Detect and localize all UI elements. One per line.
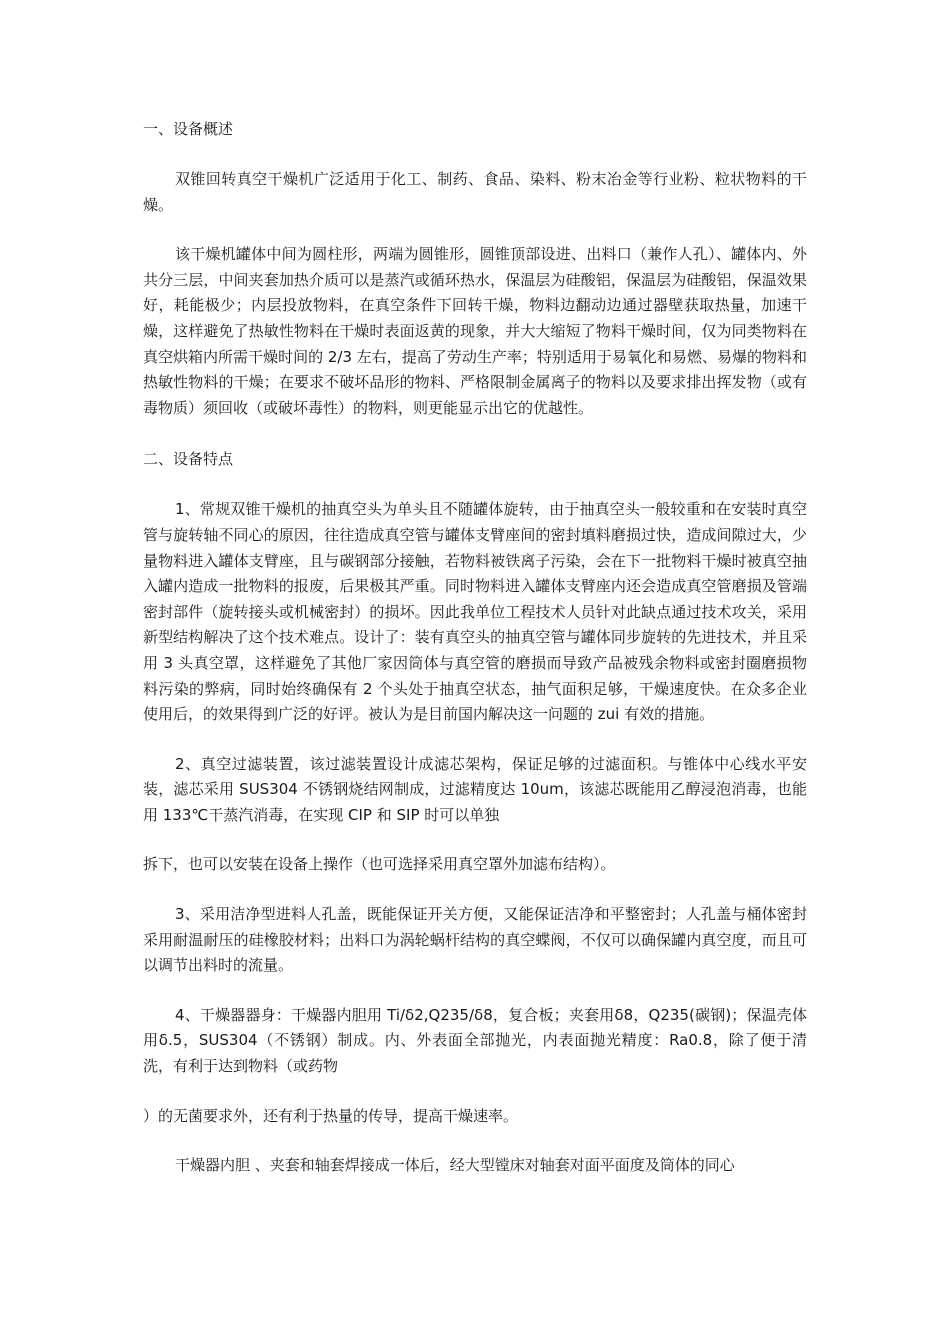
paragraph-feature-1: 1、常规双锥干燥机的抽真空头为单头且不随罐体旋转，由于抽真空头一般较重和在安装时真空管与旋转轴不同心的原因，往往造成真空管与罐体支臂座间的密封填料磨损过快，造成间隙过大，少量物料进入罐体支臂座，且与碳钢部分接触，若物料被铁离子污染，会在下一批物料干燥时被真空抽入罐内造成一批物料的报废，后果极其严重。同时物料进入罐体支臂座内还会造成真空管磨损及管端密封部件（旋转接头或机械密封）的损坏。因此我单位工程技术人员针对此缺点通过技术攻关，采用新型结构解决了这个技术难点。设计了：装有真空头的抽真空管与罐体同步旋转的先进技术，并且采用 3 头真空罩，这样避免了其他厂家因筒体与真空管的磨损而导致产品被残余物料或密封圈磨损物料污染的弊病，同时始终确保有 2 个头处于抽真空状态，抽气面积足够，干燥速度快。在众多企业使用后，的效果得到广泛的好评。被认为是目前国内解决这一问题的 zui 有效的措施。 <box>143 500 807 724</box>
document-body <box>143 115 807 1203</box>
paragraph-feature-2-continued: 拆下，也可以安装在设备上操作（也可选择采用真空罩外加滤布结构）。 <box>143 855 616 874</box>
paragraph-feature-4: 4、干燥器器身：干燥器内胆用 Ti/δ2,Q235/δ8，复合板；夹套用δ8，Q235(碳钢)；保温壳体用δ.5，SUS304（不锈钢）制成。内、外表面全部抛光，内表面抛光精度：Ra0.8，除了便于清洗，有利于达到物料（或药物 <box>143 1005 807 1076</box>
paragraph-feature-4-continued: ）的无菌要求外，还有利于热量的传导，提高干燥速率。 <box>143 1106 519 1125</box>
paragraph-feature-5: 干燥器内胆 、夹套和轴套焊接成一体后，经大型镗床对轴套对面平面度及筒体的同心 <box>175 1156 735 1175</box>
paragraph-feature-3: 3、采用洁净型进料人孔盖，既能保证开关方便，又能保证洁净和平整密封；人孔盖与桶体密封采用耐温耐压的硅橡胶材料；出料口为涡轮蜗杆结构的真空蝶阀，不仅可以确保罐内真空度，而且可以调节出料时的流量。 <box>143 905 807 975</box>
paragraph-structure: 该干燥机罐体中间为圆柱形，两端为圆锥形，圆锥顶部设进、出料口（兼作人孔）、罐体内、外共分三层，中间夹套加热介质可以是蒸汽或循环热水，保温层为硅酸铝，保温层为硅酸铝，保温效果好，耗能极少；内层投放物料，在真空条件下回转干燥，物料边翻动边通过器壁获取热量，加速干燥，这样避免了热敏性物料在干燥时表面返黄的现象，并大大缩短了物料干燥时间，仅为同类物料在真空烘箱内所需干燥时间的 2/3 左右，提高了劳动生产率；特别适用于易氧化和易燃、易爆的物料和热敏性物料的干燥；在要求不破坏品形的物料、严格限制金属离子的物料以及要求排出挥发物（或有毒物质）须回收（或破坏毒性）的物料，则更能显示出它的优越性。 <box>143 245 807 417</box>
paragraph-feature-2: 2、真空过滤装置，该过滤装置设计成滤芯架构，保证足够的过滤面积。与锥体中心线水平安装，滤芯采用 SUS304 不锈钢烧结网制成，过滤精度达 10um，该滤芯既能用乙醇浸泡消毒，也能用 133℃干蒸汽消毒，在实现 CIP 和 SIP 时可以单独 <box>143 754 807 824</box>
paragraph-application: 双锥回转真空干燥机广泛适用于化工、制药、食品、染料、粉末冶金等行业粉、粒状物料的干燥。 <box>143 170 807 214</box>
section-heading-features: 二、设备特点 <box>143 450 234 469</box>
section-heading-overview: 一、设备概述 <box>143 120 234 138</box>
